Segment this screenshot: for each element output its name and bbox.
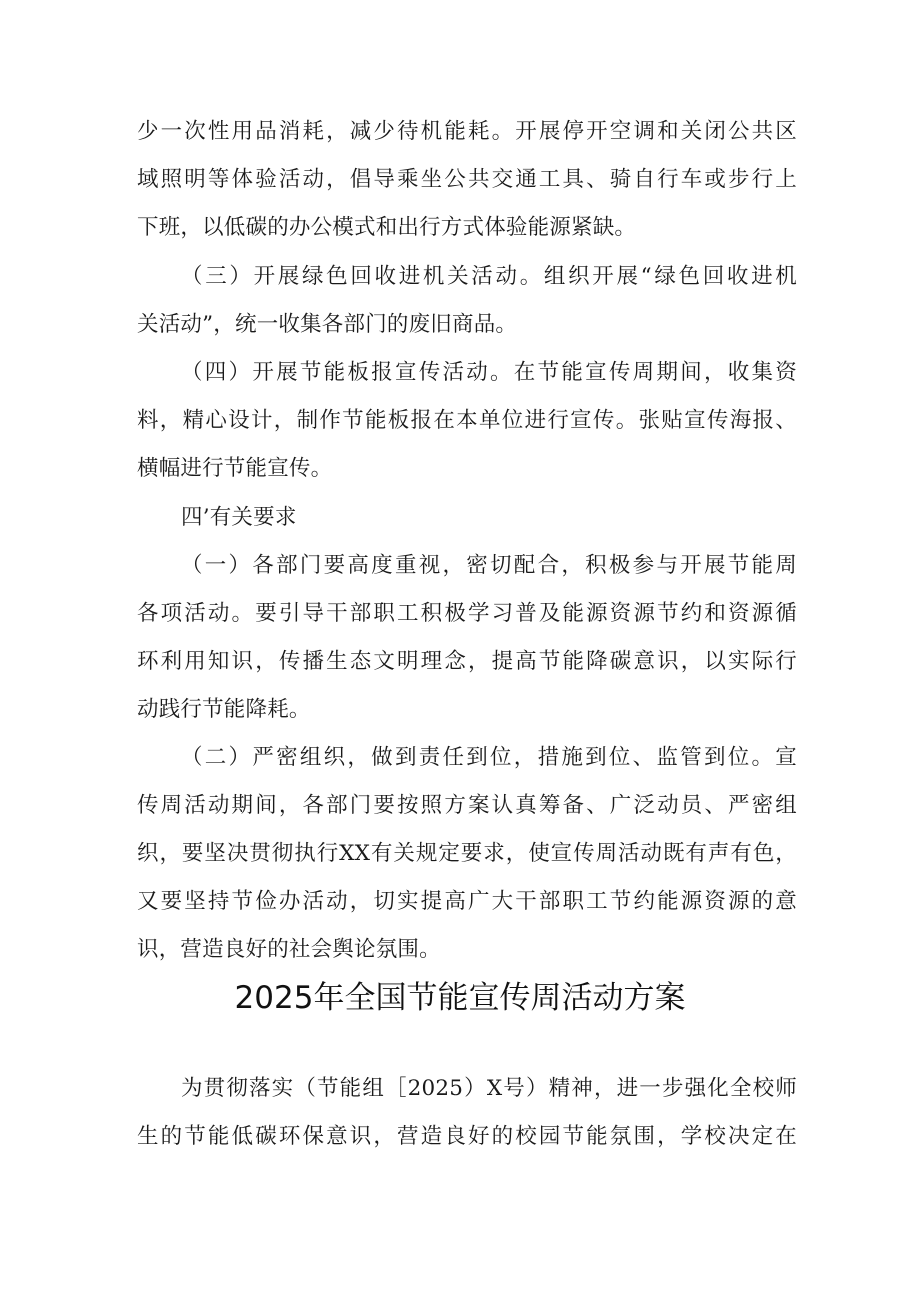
paragraph-line: 各项活动。要引导干部职工积极学习普及能源资源节约和资源循 [137,601,797,626]
paragraph-line: 为贯彻落实（节能组［2025）X号）精神，进一步强化全校师 [181,1076,797,1101]
paragraph-line: 关活动”，统一收集各部门的废旧商品。 [137,312,518,337]
document-title: 2025年全国节能宣传周活动方案 [234,980,686,1016]
paragraph-line: 又要坚持节俭办活动，切实提高广大干部职工节约能源资源的意 [137,889,797,914]
paragraph-line: 少一次性用品消耗，减少待机能耗。开展停开空调和关闭公共区 [137,119,797,144]
paragraph-line: 识，营造良好的社会舆论氛围。 [137,937,441,962]
paragraph-line: （一）各部门要高度重视，密切配合，积极参与开展节能周 [181,553,797,578]
section-heading: 四’有关要求 [181,505,297,530]
paragraph-line: （三）开展绿色回收进机关活动。组织开展“绿色回收进机 [181,264,797,289]
paragraph-line: 织，要坚决贯彻执行XX有关规定要求，使宣传周活动既有声有色， [137,841,797,866]
paragraph-line: 下班，以低碳的办公模式和出行方式体验能源紧缺。 [137,215,637,240]
paragraph-line: 动践行节能降耗。 [137,697,311,722]
paragraph-line: 传周活动期间，各部门要按照方案认真筹备、广泛动员、严密组 [137,793,797,818]
paragraph-line: 环利用知识，传播生态文明理念，提高节能降碳意识，以实际行 [137,649,797,674]
paragraph-line: 域照明等体验活动，倡导乘坐公共交通工具、骑自行车或步行上 [137,167,797,192]
paragraph-line: 横幅进行节能宣传。 [137,456,333,481]
paragraph-line: 生的节能低碳环保意识，营造良好的校园节能氛围，学校决定在 [137,1124,797,1149]
paragraph-line: 料，精心设计，制作节能板报在本单位进行宣传。张贴宣传海报、 [137,408,797,433]
paragraph-line: （二）严密组织，做到责任到位，措施到位、监管到位。宣 [181,745,797,770]
paragraph-line: （四）开展节能板报宣传活动。在节能宣传周期间，收集资 [181,360,797,385]
